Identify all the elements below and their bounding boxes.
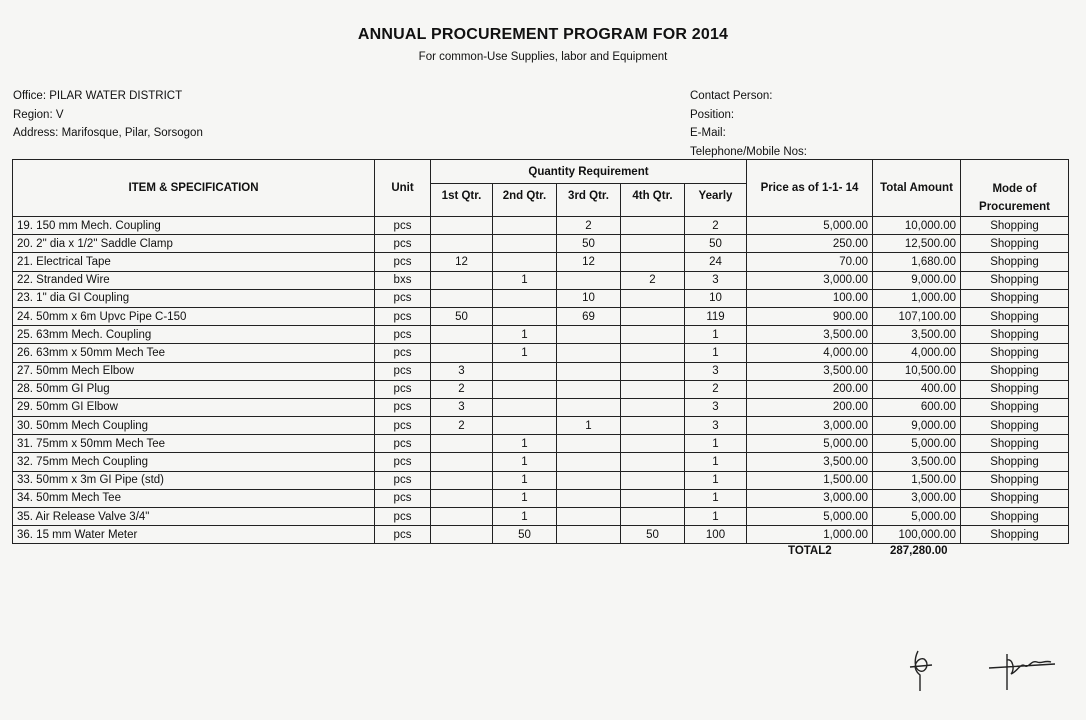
cell-yearly: 3 xyxy=(685,398,747,416)
cell-q2 xyxy=(493,289,557,307)
cell-item: 32. 75mm Mech Coupling xyxy=(13,453,375,471)
cell-q4: 2 xyxy=(621,271,685,289)
cell-price: 1,000.00 xyxy=(747,526,873,544)
office-info xyxy=(13,87,203,143)
cell-total: 12,500.00 xyxy=(873,235,961,253)
cell-mode: Shopping xyxy=(961,307,1069,325)
cell-price: 3,500.00 xyxy=(747,453,873,471)
cell-q2 xyxy=(493,380,557,398)
cell-mode: Shopping xyxy=(961,471,1069,489)
cell-unit: pcs xyxy=(375,235,431,253)
cell-q3 xyxy=(557,453,621,471)
cell-unit: pcs xyxy=(375,435,431,453)
office-line: Office: PILAR WATER DISTRICT xyxy=(13,90,183,102)
table-row xyxy=(13,289,1069,307)
cell-total: 3,500.00 xyxy=(873,453,961,471)
cell-price: 3,500.00 xyxy=(747,326,873,344)
header-q1: 1st Qtr. xyxy=(431,184,493,217)
cell-item: 30. 50mm Mech Coupling xyxy=(13,417,375,435)
cell-q1 xyxy=(431,344,493,362)
cell-price: 5,000.00 xyxy=(747,217,873,235)
cell-item: 31. 75mm x 50mm Mech Tee xyxy=(13,435,375,453)
table-row xyxy=(13,307,1069,325)
cell-q2: 1 xyxy=(493,271,557,289)
cell-total: 1,680.00 xyxy=(873,253,961,271)
contact-person-line: Contact Person: xyxy=(690,90,773,102)
cell-mode: Shopping xyxy=(961,217,1069,235)
cell-mode: Shopping xyxy=(961,344,1069,362)
cell-q2: 1 xyxy=(493,471,557,489)
cell-price: 900.00 xyxy=(747,307,873,325)
cell-q2 xyxy=(493,398,557,416)
cell-item: 25. 63mm Mech. Coupling xyxy=(13,326,375,344)
cell-unit: pcs xyxy=(375,344,431,362)
cell-item: 19. 150 mm Mech. Coupling xyxy=(13,217,375,235)
cell-q3 xyxy=(557,508,621,526)
cell-q4 xyxy=(621,289,685,307)
cell-total: 107,100.00 xyxy=(873,307,961,325)
contact-info xyxy=(690,87,807,161)
cell-q4 xyxy=(621,235,685,253)
cell-unit: pcs xyxy=(375,471,431,489)
cell-price: 1,500.00 xyxy=(747,471,873,489)
cell-mode: Shopping xyxy=(961,362,1069,380)
table-row xyxy=(13,417,1069,435)
cell-q4 xyxy=(621,344,685,362)
cell-total: 5,000.00 xyxy=(873,435,961,453)
cell-unit: pcs xyxy=(375,526,431,544)
cell-q1: 50 xyxy=(431,307,493,325)
cell-price: 5,000.00 xyxy=(747,435,873,453)
table-row xyxy=(13,489,1069,507)
cell-q1: 2 xyxy=(431,380,493,398)
cell-total: 3,500.00 xyxy=(873,326,961,344)
cell-unit: pcs xyxy=(375,362,431,380)
cell-q2 xyxy=(493,362,557,380)
cell-q2 xyxy=(493,235,557,253)
cell-price: 250.00 xyxy=(747,235,873,253)
signature-mark-1 xyxy=(900,645,950,695)
cell-mode: Shopping xyxy=(961,253,1069,271)
table-row xyxy=(13,471,1069,489)
cell-price: 3,000.00 xyxy=(747,271,873,289)
header-mode xyxy=(961,160,1069,217)
cell-q2 xyxy=(493,307,557,325)
cell-q1: 3 xyxy=(431,362,493,380)
cell-yearly: 1 xyxy=(685,344,747,362)
cell-q3 xyxy=(557,326,621,344)
cell-mode: Shopping xyxy=(961,435,1069,453)
cell-unit: pcs xyxy=(375,289,431,307)
header-q3: 3rd Qtr. xyxy=(557,184,621,217)
cell-unit: pcs xyxy=(375,217,431,235)
cell-q2 xyxy=(493,253,557,271)
cell-unit: pcs xyxy=(375,489,431,507)
cell-item: 26. 63mm x 50mm Mech Tee xyxy=(13,344,375,362)
cell-q4 xyxy=(621,471,685,489)
cell-yearly: 3 xyxy=(685,271,747,289)
cell-q2: 50 xyxy=(493,526,557,544)
cell-q3 xyxy=(557,344,621,362)
cell-q4 xyxy=(621,253,685,271)
cell-price: 200.00 xyxy=(747,380,873,398)
header-mode-line2: Procurement xyxy=(979,201,1050,213)
cell-unit: pcs xyxy=(375,253,431,271)
cell-q1 xyxy=(431,235,493,253)
cell-q1 xyxy=(431,217,493,235)
cell-item: 22. Stranded Wire xyxy=(13,271,375,289)
cell-item: 33. 50mm x 3m GI Pipe (std) xyxy=(13,471,375,489)
cell-unit: pcs xyxy=(375,417,431,435)
region-line: Region: V xyxy=(13,108,64,121)
cell-item: 27. 50mm Mech Elbow xyxy=(13,362,375,380)
cell-q1 xyxy=(431,326,493,344)
cell-q3 xyxy=(557,398,621,416)
cell-mode: Shopping xyxy=(961,508,1069,526)
cell-yearly: 10 xyxy=(685,289,747,307)
cell-mode: Shopping xyxy=(961,380,1069,398)
cell-q3: 50 xyxy=(557,235,621,253)
cell-yearly: 1 xyxy=(685,508,747,526)
cell-unit: pcs xyxy=(375,326,431,344)
cell-q4 xyxy=(621,380,685,398)
cell-item: 35. Air Release Valve 3/4" xyxy=(13,508,375,526)
telephone-line: Telephone/Mobile Nos: xyxy=(690,145,807,158)
cell-q4 xyxy=(621,435,685,453)
cell-q2: 1 xyxy=(493,453,557,471)
cell-q1: 2 xyxy=(431,417,493,435)
cell-q2: 1 xyxy=(493,435,557,453)
table-body xyxy=(13,217,1069,544)
cell-q4 xyxy=(621,489,685,507)
cell-q3 xyxy=(557,271,621,289)
cell-yearly: 1 xyxy=(685,453,747,471)
header-mode-line1: Mode of xyxy=(992,183,1037,195)
cell-yearly: 2 xyxy=(685,217,747,235)
header-q4: 4th Qtr. xyxy=(621,184,685,217)
position-line: Position: xyxy=(690,108,735,121)
cell-yearly: 2 xyxy=(685,380,747,398)
cell-q3: 2 xyxy=(557,217,621,235)
table-row xyxy=(13,217,1069,235)
cell-q1 xyxy=(431,271,493,289)
table-row xyxy=(13,235,1069,253)
cell-price: 3,500.00 xyxy=(747,362,873,380)
cell-total: 5,000.00 xyxy=(873,508,961,526)
cell-q2: 1 xyxy=(493,489,557,507)
cell-yearly: 3 xyxy=(685,362,747,380)
table-row xyxy=(13,362,1069,380)
cell-q1 xyxy=(431,289,493,307)
header-quantity-requirement: Quantity Requirement xyxy=(431,160,747,184)
email-line: E-Mail: xyxy=(690,127,726,139)
address-line: Address: Marifosque, Pilar, Sorsogon xyxy=(13,127,203,139)
signature-mark-2 xyxy=(985,650,1065,695)
cell-mode: Shopping xyxy=(961,453,1069,471)
cell-total: 100,000.00 xyxy=(873,526,961,544)
cell-unit: pcs xyxy=(375,380,431,398)
cell-q3 xyxy=(557,471,621,489)
cell-mode: Shopping xyxy=(961,417,1069,435)
cell-q4 xyxy=(621,307,685,325)
cell-unit: bxs xyxy=(375,271,431,289)
cell-item: 29. 50mm GI Elbow xyxy=(13,398,375,416)
cell-mode: Shopping xyxy=(961,489,1069,507)
cell-q1 xyxy=(431,508,493,526)
cell-q2 xyxy=(493,417,557,435)
cell-q4 xyxy=(621,362,685,380)
cell-price: 4,000.00 xyxy=(747,344,873,362)
table-row xyxy=(13,453,1069,471)
cell-q4 xyxy=(621,453,685,471)
cell-q3 xyxy=(557,362,621,380)
cell-price: 3,000.00 xyxy=(747,489,873,507)
cell-total: 600.00 xyxy=(873,398,961,416)
table-row xyxy=(13,326,1069,344)
cell-q2 xyxy=(493,217,557,235)
cell-price: 70.00 xyxy=(747,253,873,271)
cell-total: 1,500.00 xyxy=(873,471,961,489)
cell-yearly: 1 xyxy=(685,489,747,507)
cell-q2: 1 xyxy=(493,344,557,362)
table-row xyxy=(13,344,1069,362)
cell-yearly: 50 xyxy=(685,235,747,253)
cell-total: 1,000.00 xyxy=(873,289,961,307)
cell-yearly: 100 xyxy=(685,526,747,544)
cell-unit: pcs xyxy=(375,307,431,325)
cell-q4 xyxy=(621,508,685,526)
cell-item: 34. 50mm Mech Tee xyxy=(13,489,375,507)
cell-total: 4,000.00 xyxy=(873,344,961,362)
cell-yearly: 1 xyxy=(685,326,747,344)
header-price: Price as of 1-1- 14 xyxy=(747,160,873,217)
header-total-amount: Total Amount xyxy=(873,160,961,217)
cell-q4: 50 xyxy=(621,526,685,544)
cell-total: 3,000.00 xyxy=(873,489,961,507)
cell-mode: Shopping xyxy=(961,289,1069,307)
total-amount: 287,280.00 xyxy=(890,545,948,557)
cell-q1: 3 xyxy=(431,398,493,416)
table-row xyxy=(13,435,1069,453)
cell-item: 36. 15 mm Water Meter xyxy=(13,526,375,544)
cell-price: 200.00 xyxy=(747,398,873,416)
cell-q3: 10 xyxy=(557,289,621,307)
cell-mode: Shopping xyxy=(961,271,1069,289)
table-row xyxy=(13,508,1069,526)
table-row xyxy=(13,380,1069,398)
cell-yearly: 1 xyxy=(685,435,747,453)
cell-q3 xyxy=(557,489,621,507)
cell-mode: Shopping xyxy=(961,326,1069,344)
cell-q1 xyxy=(431,489,493,507)
cell-price: 5,000.00 xyxy=(747,508,873,526)
cell-yearly: 3 xyxy=(685,417,747,435)
cell-item: 23. 1" dia GI Coupling xyxy=(13,289,375,307)
cell-q1 xyxy=(431,435,493,453)
cell-q4 xyxy=(621,417,685,435)
cell-q4 xyxy=(621,217,685,235)
cell-mode: Shopping xyxy=(961,398,1069,416)
cell-q2: 1 xyxy=(493,508,557,526)
cell-unit: pcs xyxy=(375,398,431,416)
cell-item: 20. 2" dia x 1/2" Saddle Clamp xyxy=(13,235,375,253)
cell-yearly: 24 xyxy=(685,253,747,271)
cell-yearly: 119 xyxy=(685,307,747,325)
cell-price: 3,000.00 xyxy=(747,417,873,435)
cell-mode: Shopping xyxy=(961,235,1069,253)
cell-item: 24. 50mm x 6m Upvc Pipe C-150 xyxy=(13,307,375,325)
cell-q2: 1 xyxy=(493,326,557,344)
cell-item: 28. 50mm GI Plug xyxy=(13,380,375,398)
table-row xyxy=(13,271,1069,289)
cell-price: 100.00 xyxy=(747,289,873,307)
cell-unit: pcs xyxy=(375,508,431,526)
cell-total: 10,000.00 xyxy=(873,217,961,235)
cell-q4 xyxy=(621,326,685,344)
cell-q3 xyxy=(557,435,621,453)
header-item: ITEM & SPECIFICATION xyxy=(13,160,375,217)
cell-total: 400.00 xyxy=(873,380,961,398)
cell-q4 xyxy=(621,398,685,416)
cell-mode: Shopping xyxy=(961,526,1069,544)
cell-q1 xyxy=(431,453,493,471)
cell-total: 9,000.00 xyxy=(873,417,961,435)
cell-q3: 12 xyxy=(557,253,621,271)
cell-q1: 12 xyxy=(431,253,493,271)
cell-q1 xyxy=(431,526,493,544)
header-yearly: Yearly xyxy=(685,184,747,217)
cell-total: 9,000.00 xyxy=(873,271,961,289)
table-header xyxy=(13,160,1069,217)
cell-q3 xyxy=(557,380,621,398)
table-row xyxy=(13,253,1069,271)
table-row xyxy=(13,526,1069,544)
cell-q3 xyxy=(557,526,621,544)
header-unit: Unit xyxy=(375,160,431,217)
procurement-table xyxy=(12,159,1069,544)
total-label: TOTAL2 xyxy=(788,545,832,557)
cell-q3: 1 xyxy=(557,417,621,435)
table-row xyxy=(13,398,1069,416)
cell-q3: 69 xyxy=(557,307,621,325)
cell-q1 xyxy=(431,471,493,489)
cell-total: 10,500.00 xyxy=(873,362,961,380)
page-title: ANNUAL PROCUREMENT PROGRAM FOR 2014 xyxy=(357,26,729,43)
header-q2: 2nd Qtr. xyxy=(493,184,557,217)
page-subtitle: For common-Use Supplies, labor and Equipment xyxy=(418,51,668,63)
cell-yearly: 1 xyxy=(685,471,747,489)
cell-unit: pcs xyxy=(375,453,431,471)
cell-item: 21. Electrical Tape xyxy=(13,253,375,271)
